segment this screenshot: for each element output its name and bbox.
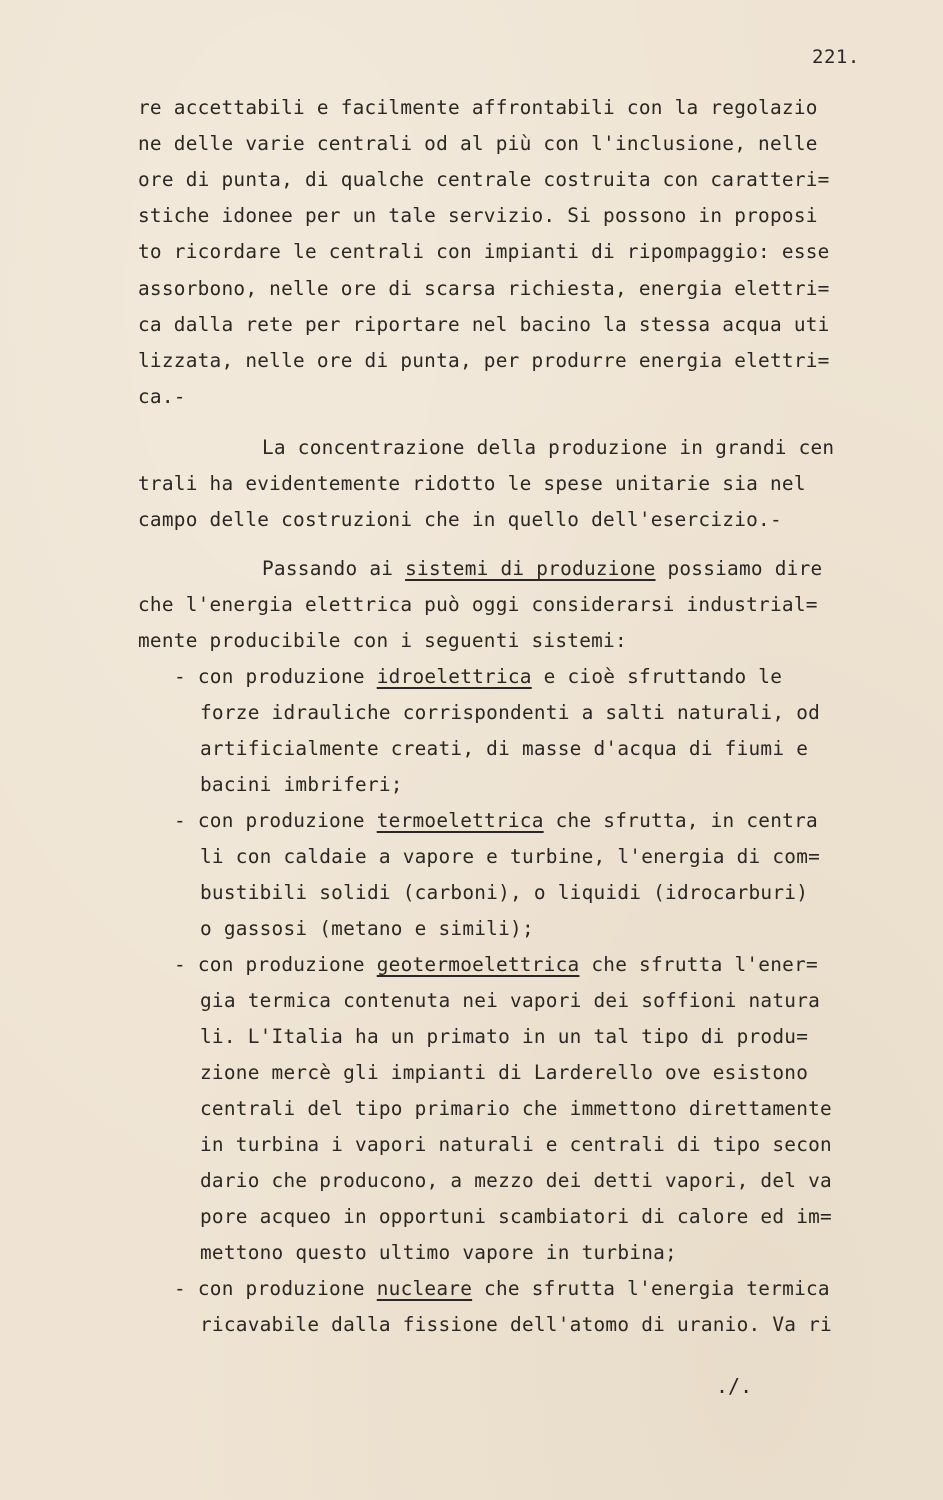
text-line: ca.- <box>138 385 186 408</box>
text-line: zione mercè gli impianti di Larderello ove esistono <box>200 1061 809 1084</box>
text-line: gia termica contenuta nei vapori dei soffioni natura <box>200 989 821 1012</box>
continuation-mark: ./. <box>716 1374 753 1398</box>
text-line: mettono questo ultimo vapore in turbina; <box>200 1241 677 1264</box>
text-line: ricavabile dalla fissione dell'atomo di uranio. Va ri <box>200 1313 832 1336</box>
text-line: centrali del tipo primario che immettono direttamente <box>200 1097 832 1120</box>
text-line: ore di punta, di qualche centrale costruita con caratteri= <box>138 168 830 191</box>
text-line: li. L'Italia ha un primato in un tal tipo di produ= <box>200 1025 809 1048</box>
text-line: dario che producono, a mezzo dei detti vapori, del va <box>200 1169 832 1192</box>
text-line: mente producibile con i seguenti sistemi: <box>138 629 627 652</box>
text-line: li con caldaie a vapore e turbine, l'energia di com= <box>200 845 821 868</box>
list-item-line: - con produzione idroelettrica e cioè sfruttando le <box>174 665 783 688</box>
list-item-line: - con produzione termoelettrica che sfrutta, in centra <box>174 809 818 832</box>
text-line: to ricordare le centrali con impianti di ripompaggio: esse <box>138 240 830 263</box>
underlined-term: idroelettrica <box>376 665 532 688</box>
text-line: in turbina i vapori naturali e centrali di tipo secon <box>200 1133 832 1156</box>
text-line: assorbono, nelle ore di scarsa richiesta, energia elettri= <box>138 277 830 300</box>
text-line: forze idrauliche corrispondenti a salti naturali, od <box>200 701 821 724</box>
text-line: lizzata, nelle ore di punta, per produrre energia elettri= <box>138 349 830 372</box>
list-item-line: - con produzione nucleare che sfrutta l'energia termica <box>174 1277 830 1300</box>
text-line: pore acqueo in opportuni scambiatori di calore ed im= <box>200 1205 832 1228</box>
text-line: La concentrazione della produzione in grandi cen <box>262 436 835 459</box>
text-line-underlined: Passando ai sistemi di produzione possiamo dire <box>262 557 823 580</box>
list-item-line: - con produzione geotermoelettrica che sfrutta l'ener= <box>174 953 818 976</box>
text-line: stiche idonee per un tale servizio. Si possono in proposi <box>138 204 818 227</box>
text-line: ne delle varie centrali od al più con l'inclusione, nelle <box>138 132 818 155</box>
text-line: bustibili solidi (carboni), o liquidi (idrocarburi) <box>200 881 809 904</box>
text-line: che l'energia elettrica può oggi considerarsi industrial= <box>138 593 818 616</box>
underlined-term: geotermoelettrica <box>376 953 580 976</box>
text-line: trali ha evidentemente ridotto le spese unitarie sia nel <box>138 472 806 495</box>
underlined-term: nucleare <box>376 1277 473 1300</box>
text-line: re accettabili e facilmente affrontabili con la regolazio <box>138 96 818 119</box>
text-line: ca dalla rete per riportare nel bacino la stessa acqua uti <box>138 313 830 336</box>
underlined-term: sistemi di produzione <box>405 557 656 580</box>
text-line: o gassosi (metano e simili); <box>200 917 534 940</box>
underlined-term: termoelettrica <box>376 809 544 832</box>
page-number: 221. <box>812 46 860 68</box>
text-line: artificialmente creati, di masse d'acqua di fiumi e <box>200 737 809 760</box>
text-line: bacini imbriferi; <box>200 773 403 796</box>
text-line: campo delle costruzioni che in quello dell'esercizio.- <box>138 508 782 531</box>
